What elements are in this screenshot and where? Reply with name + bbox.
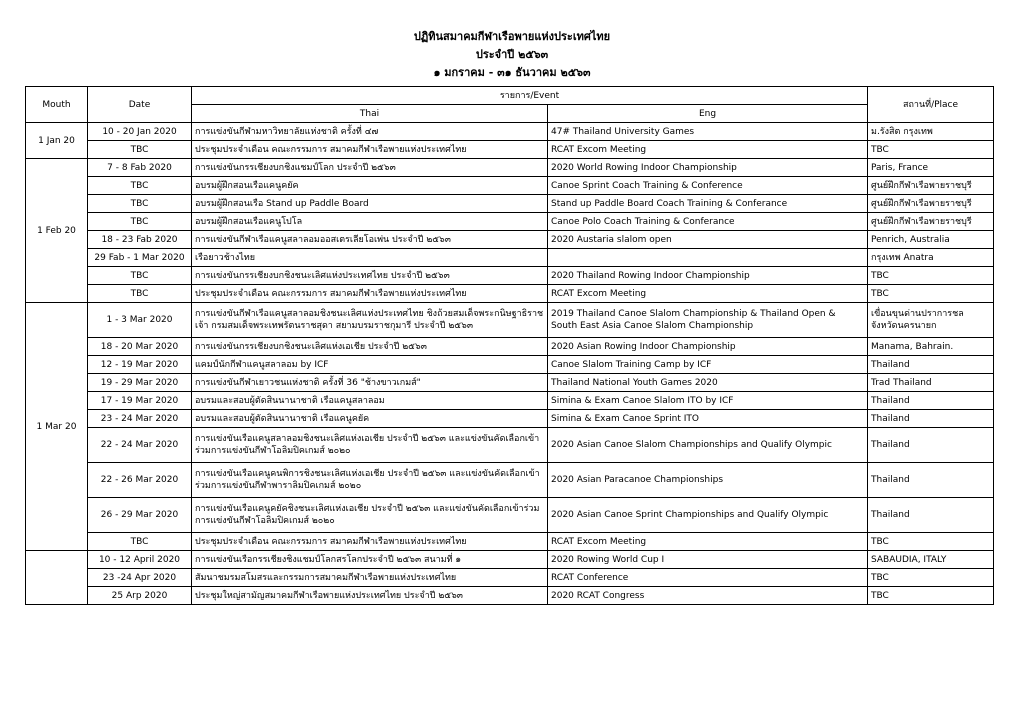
event-thai-cell: การแข่งขันกีฬาเยาวชนแห่งชาติ ครั้งที่ 36 "ช้างขาวเกมส์" [192, 374, 548, 392]
event-thai-cell: การแข่งขันเรือกรรเชียงชิงแชมป์โลกสรโลกประจำปี ๒๕๖๓ สนามที่ ๑ [192, 551, 548, 569]
place-cell: TBC [868, 569, 994, 587]
date-cell: 23 -24 Apr 2020 [88, 569, 192, 587]
event-thai-cell: การแข่งขันกีฬาเรือแคนูสลาลอมออสเตรเลียโอเพ่น ประจำปี ๒๕๖๓ [192, 231, 548, 249]
date-cell: 22 - 26 Mar 2020 [88, 463, 192, 498]
table-row [26, 374, 994, 392]
event-eng-cell: 2020 Asian Rowing Indoor Championship [548, 338, 868, 356]
place-cell: ศูนย์ฝึกกีฬาเรือพายราชบุรี [868, 177, 994, 195]
table-row [26, 195, 994, 213]
date-cell: 26 - 29 Mar 2020 [88, 498, 192, 533]
place-cell: Thailand [868, 498, 994, 533]
table-row [26, 303, 994, 338]
event-thai-cell: การแข่งขันเรือแคนูคยัคชิงชนะเลิศแห่งเอเชีย ประจำปี ๒๕๖๓ และแข่งขันคัดเลือกเข้าร่วมการแข่งขันกีฬาโอลิมปิคเกมส์ ๒๐๒๐ [192, 498, 548, 533]
table-row [26, 213, 994, 231]
date-cell: 25 Arp 2020 [88, 587, 192, 605]
date-cell: TBC [88, 533, 192, 551]
place-cell: TBC [868, 533, 994, 551]
event-eng-cell: 2020 Asian Canoe Slalom Championships and Qualify Olympic [548, 428, 868, 463]
place-cell: Thailand [868, 428, 994, 463]
date-cell: 22 - 24 Mar 2020 [88, 428, 192, 463]
event-thai-cell: ประชุมประจำเดือน คณะกรรมการ สมาคมกีฬาเรือพายแห่งประเทศไทย [192, 533, 548, 551]
document-date-range: ๑ มกราคม - ๓๑ ธันวาคม ๒๕๖๓ [433, 66, 591, 79]
event-eng-cell: 2020 Asian Paracanoe Championships [548, 463, 868, 498]
table-row [26, 141, 994, 159]
header-event: รายการ/Event [192, 87, 868, 105]
event-thai-cell: ประชุมใหญ่สามัญสมาคมกีฬาเรือพายแห่งประเทศไทย ประจำปี ๒๕๖๓ [192, 587, 548, 605]
place-cell: Thailand [868, 356, 994, 374]
date-cell: 29 Fab - 1 Mar 2020 [88, 249, 192, 267]
table-row [26, 231, 994, 249]
date-cell: 1 - 3 Mar 2020 [88, 303, 192, 338]
place-cell: Penrich, Australia [868, 231, 994, 249]
event-eng-cell: 2019 Thailand Canoe Slalom Championship & Thailand Open & South East Asia Canoe Slalom Championship [548, 303, 868, 338]
month-cell: 1 Mar 20 [26, 303, 88, 551]
event-eng-cell: 2020 Austaria slalom open [548, 231, 868, 249]
event-eng-cell: 2020 World Rowing Indoor Championship [548, 159, 868, 177]
date-cell: 17 - 19 Mar 2020 [88, 392, 192, 410]
event-eng-cell: Canoe Sprint Coach Training & Conference [548, 177, 868, 195]
event-thai-cell: การแข่งขันกรรเชียงบกชิงชนะเลิศแห่งประเทศไทย ประจำปี ๒๕๖๓ [192, 267, 548, 285]
document-title: ปฏิทินสมาคมกีฬาเรือพายแห่งประเทศไทย [413, 30, 611, 43]
event-calendar-table [25, 86, 994, 605]
event-thai-cell: การแข่งขันเรือแคนูคนพิการชิงชนะเลิศแห่งเอเชีย ประจำปี ๒๕๖๓ และแข่งขันคัดเลือกเข้าร่วมการแข่งขันกีฬาพาราลิมปิคเกมส์ ๒๐๒๐ [192, 463, 548, 498]
table-row [26, 569, 994, 587]
header-thai: Thai [192, 105, 548, 123]
event-thai-cell: การแข่งขันกีฬามหาวิทยาลัยแห่งชาติ ครั้งที่ ๔๗ [192, 123, 548, 141]
event-thai-cell: แคมป์นักกีฬาแคนูสลาลอม by ICF [192, 356, 548, 374]
place-cell: Paris, France [868, 159, 994, 177]
header-eng: Eng [548, 105, 868, 123]
date-cell: 18 - 20 Mar 2020 [88, 338, 192, 356]
table-row [26, 587, 994, 605]
event-eng-cell: Simina & Exam Canoe Sprint ITO [548, 410, 868, 428]
date-cell: TBC [88, 267, 192, 285]
event-thai-cell: อบรมผู้ฝึกสอนเรือแคนูคยัค [192, 177, 548, 195]
table-row [26, 249, 994, 267]
event-eng-cell: Stand up Paddle Board Coach Training & Conferance [548, 195, 868, 213]
event-thai-cell: ประชุมประจำเดือน คณะกรรมการ สมาคมกีฬาเรือพายแห่งประเทศไทย [192, 285, 548, 303]
table-row [26, 533, 994, 551]
place-cell: ม.รังสิต กรุงเทพ [868, 123, 994, 141]
date-cell: TBC [88, 177, 192, 195]
month-cell: 1 Feb 20 [26, 159, 88, 303]
event-eng-cell: RCAT Excom Meeting [548, 141, 868, 159]
event-eng-cell: Canoe Slalom Training Camp by ICF [548, 356, 868, 374]
table-row [26, 177, 994, 195]
event-eng-cell: 2020 Asian Canoe Sprint Championships and Qualify Olympic [548, 498, 868, 533]
table-row [26, 159, 994, 177]
table-row [26, 356, 994, 374]
date-cell: 7 - 8 Fab 2020 [88, 159, 192, 177]
table-row [26, 338, 994, 356]
table-row [26, 285, 994, 303]
date-cell: 19 - 29 Mar 2020 [88, 374, 192, 392]
place-cell: เขื่อนขุนด่านปราการชล จังหวัดนครนายก [868, 303, 994, 338]
place-cell: Thailand [868, 392, 994, 410]
event-eng-cell: Simina & Exam Canoe Slalom ITO by ICF [548, 392, 868, 410]
event-thai-cell: อบรมและสอบผู้ตัดสินนานาชาติ เรือแคนูสลาลอม [192, 392, 548, 410]
place-cell: TBC [868, 267, 994, 285]
event-thai-cell: การแข่งขันกีฬาเรือแคนูสลาลอมชิงชนะเลิศแห่งประเทศไทย ชิงถ้วยสมเด็จพระกนิษฐาธิราชเจ้า กรมสมเด็จพระเทพรัตนราชสุดา สยามบรมราชกุมารี ประจำปี ๒๕๖๓ [192, 303, 548, 338]
date-cell: 23 - 24 Mar 2020 [88, 410, 192, 428]
date-cell: TBC [88, 141, 192, 159]
event-eng-cell: RCAT Conference [548, 569, 868, 587]
event-eng-cell: 2020 RCAT Congress [548, 587, 868, 605]
place-cell: Thailand [868, 410, 994, 428]
event-thai-cell: การแข่งขันเรือแคนูสลาลอมชิงชนะเลิศแห่งเอเชีย ประจำปี ๒๕๖๓ และแข่งขันคัดเลือกเข้าร่วมการแข่งขันกีฬาโอลิมปิคเกมส์ ๒๐๒๐ [192, 428, 548, 463]
date-cell: 10 - 12 April 2020 [88, 551, 192, 569]
header-place: สถานที่/Place [868, 87, 994, 123]
date-cell: 12 - 19 Mar 2020 [88, 356, 192, 374]
table-row [26, 463, 994, 498]
place-cell: TBC [868, 285, 994, 303]
place-cell: SABAUDIA, ITALY [868, 551, 994, 569]
month-cell [26, 551, 88, 605]
place-cell: Trad Thailand [868, 374, 994, 392]
table-row [26, 551, 994, 569]
document-subtitle: ประจำปี ๒๕๖๓ [475, 48, 549, 61]
month-cell: 1 Jan 20 [26, 123, 88, 159]
place-cell: Manama, Bahrain. [868, 338, 994, 356]
event-thai-cell: สัมนาชมรมสโมสรและกรรมการสมาคมกีฬาเรือพายแห่งประเทศไทย [192, 569, 548, 587]
event-eng-cell: RCAT Excom Meeting [548, 533, 868, 551]
event-eng-cell: 47# Thailand University Games [548, 123, 868, 141]
date-cell: 18 - 23 Fab 2020 [88, 231, 192, 249]
table-row [26, 392, 994, 410]
event-eng-cell: Canoe Polo Coach Training & Conferance [548, 213, 868, 231]
table-row [26, 267, 994, 285]
event-eng-cell: 2020 Thailand Rowing Indoor Championship [548, 267, 868, 285]
event-thai-cell: อบรมและสอบผู้ตัดสินนานาชาติ เรือแคนูคยัค [192, 410, 548, 428]
place-cell: ศูนย์ฝึกกีฬาเรือพายราชบุรี [868, 213, 994, 231]
header-date: Date [88, 87, 192, 123]
event-thai-cell: ประชุมประจำเดือน คณะกรรมการ สมาคมกีฬาเรือพายแห่งประเทศไทย [192, 141, 548, 159]
event-thai-cell: การแข่งขันกรรเชียงบกชิงแชมป์โลก ประจำปี ๒๕๖๓ [192, 159, 548, 177]
place-cell: กรุงเทพ Anatra [868, 249, 994, 267]
event-eng-cell: RCAT Excom Meeting [548, 285, 868, 303]
header-mouth: Mouth [26, 87, 88, 123]
place-cell: ศูนย์ฝึกกีฬาเรือพายราชบุรี [868, 195, 994, 213]
event-eng-cell: Thailand National Youth Games 2020 [548, 374, 868, 392]
date-cell: 10 - 20 Jan 2020 [88, 123, 192, 141]
event-eng-cell: 2020 Rowing World Cup I [548, 551, 868, 569]
table-row [26, 410, 994, 428]
date-cell: TBC [88, 195, 192, 213]
table-row [26, 123, 994, 141]
table-row [26, 498, 994, 533]
place-cell: TBC [868, 587, 994, 605]
event-thai-cell: เรือยาวช้างไทย [192, 249, 548, 267]
place-cell: TBC [868, 141, 994, 159]
event-eng-cell [548, 249, 868, 267]
date-cell: TBC [88, 213, 192, 231]
event-thai-cell: อบรมผู้ฝึกสอนเรือ Stand up Paddle Board [192, 195, 548, 213]
event-thai-cell: การแข่งขันกรรเชียงบกชิงชนะเลิศแห่งเอเชีย ประจำปี ๒๕๖๓ [192, 338, 548, 356]
place-cell: Thailand [868, 463, 994, 498]
table-body [26, 123, 994, 605]
event-thai-cell: อบรมผู้ฝึกสอนเรือแคนูโปโล [192, 213, 548, 231]
date-cell: TBC [88, 285, 192, 303]
table-row [26, 428, 994, 463]
